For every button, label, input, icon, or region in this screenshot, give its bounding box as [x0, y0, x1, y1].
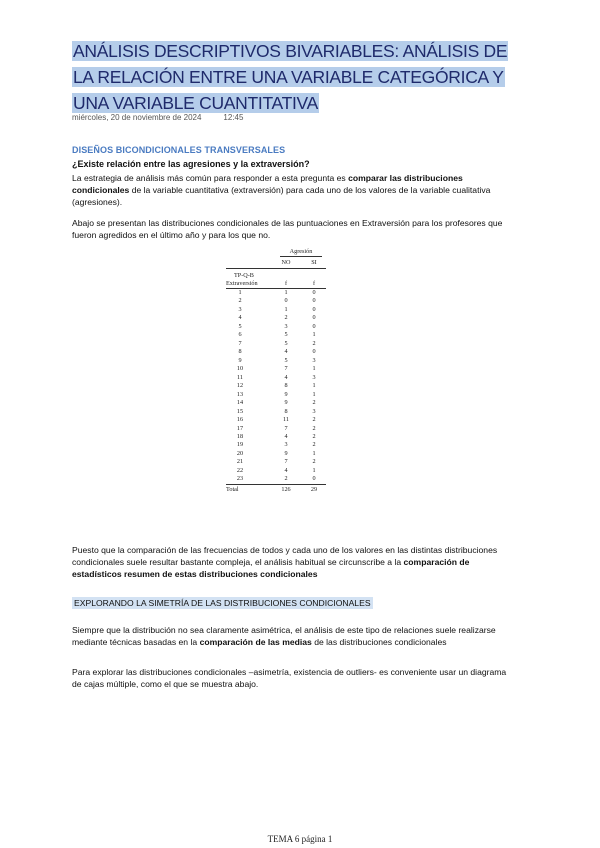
- table-col-si: SI: [311, 259, 317, 266]
- table-cell-si: 2: [312, 339, 316, 347]
- table-cell-no: 1: [284, 305, 288, 313]
- table-row: [226, 399, 326, 407]
- table-cell-no: 4: [284, 348, 288, 356]
- table-cell-score: 15: [236, 407, 244, 415]
- table-cell-score: 11: [237, 373, 243, 381]
- page-title-text: ANÁLISIS DESCRIPTIVOS BIVARIABLES: ANÁLISIS DE LA RELACIÓN ENTRE UNA VARIABLE CATEGÓRICA Y UNA VARIABLE CUANTITATIVA: [73, 41, 508, 113]
- table-cell-no: 7: [284, 424, 288, 432]
- frequency-table: [226, 248, 326, 494]
- table-cell-no: 7: [284, 458, 288, 466]
- table-cell-no: 5: [284, 331, 288, 339]
- paragraph-means-a: Siempre que la distribución no sea claramente asimétrica, el análisis de este tipo de relaciones suele realizarse mediante técnicas basadas en la: [72, 625, 496, 648]
- table-cell-si: 1: [312, 449, 316, 457]
- paragraph-means-c: de las distribuciones condicionales: [311, 637, 447, 648]
- table-cell-no: 7: [284, 365, 288, 373]
- table-cell-no: 9: [284, 390, 288, 398]
- table-row: [226, 458, 326, 466]
- table-row: [226, 357, 326, 365]
- paragraph-strategy: [72, 172, 512, 209]
- table-cell-no: 8: [284, 407, 288, 415]
- table-cell-score: 8: [238, 348, 242, 356]
- paragraph-comparison-a: Puesto que la comparación de las frecuencias de todos y cada uno de los valores en las distintas distribuciones condicionales suele resultar bastante compleja, el análisis habitual se circunscribe a la: [72, 545, 498, 568]
- table-row: [226, 374, 326, 382]
- date-text: miércoles, 20 de noviembre de 2024: [72, 113, 202, 122]
- page-footer: TEMA 6 página 1: [267, 834, 333, 844]
- table-cell-si: 2: [312, 441, 316, 449]
- table-row: [226, 289, 326, 297]
- table-row: [226, 391, 326, 399]
- table-cell-score: 7: [238, 339, 242, 347]
- table-row: [226, 416, 326, 424]
- table-col-no: NO: [281, 259, 291, 266]
- table-cell-score: 21: [236, 458, 244, 466]
- table-cell-no: 3: [284, 322, 288, 330]
- table-cell-no: 5: [284, 356, 288, 364]
- table-cell-score: 23: [236, 475, 244, 483]
- paragraph-strategy-c: de la variable cuantitativa (extraversión) para cada uno de los valores de la variable cualitativa (agresiones).: [72, 185, 491, 208]
- table-cell-si: 1: [312, 382, 316, 390]
- table-cell-no: 4: [284, 432, 288, 440]
- table-row: [226, 306, 326, 314]
- section-heading-symmetry: EXPLORANDO LA SIMETRÍA DE LAS DISTRIBUCIONES CONDICIONALES: [74, 598, 371, 608]
- table-row: [226, 433, 326, 441]
- table-row: [226, 475, 326, 483]
- table-cell-score: 18: [236, 432, 244, 440]
- table-cell-no: 4: [284, 373, 288, 381]
- table-cell-score: 16: [236, 416, 244, 424]
- section-heading-designs: DISEÑOS BICONDICIONALES TRANSVERSALES: [72, 145, 286, 155]
- table-row: [226, 425, 326, 433]
- table-cell-si: 0: [312, 322, 316, 330]
- table-cell-si: 3: [312, 356, 316, 364]
- table-group-header: Agresión: [280, 248, 322, 257]
- table-row: [226, 382, 326, 390]
- timestamp: [72, 113, 243, 122]
- table-cell-no: 4: [284, 466, 288, 474]
- table-row: [226, 441, 326, 449]
- table-divider: [226, 268, 326, 269]
- table-cell-score: 9: [238, 356, 242, 364]
- table-cell-si: 2: [312, 458, 316, 466]
- table-row: [226, 323, 326, 331]
- table-cell-si: 0: [312, 305, 316, 313]
- page-title: [72, 38, 512, 116]
- table-cell-score: 10: [236, 365, 244, 373]
- table-cell-score: 14: [236, 399, 244, 407]
- table-total-no: 126: [281, 485, 291, 493]
- table-row: [226, 340, 326, 348]
- table-cell-no: 2: [284, 475, 288, 483]
- table-cell-si: 2: [312, 399, 316, 407]
- table-cell-no: 5: [284, 339, 288, 347]
- table-row: [226, 467, 326, 475]
- table-row: [226, 348, 326, 356]
- table-row: [226, 331, 326, 339]
- table-cell-si: 0: [312, 314, 316, 322]
- table-cell-no: 11: [283, 416, 289, 424]
- table-row: [226, 450, 326, 458]
- table-cell-score: 17: [236, 424, 244, 432]
- table-total-label: Total: [226, 485, 239, 493]
- paragraph-strategy-a: La estrategia de análisis más común para responder a esta pregunta es: [72, 173, 349, 183]
- table-cell-si: 1: [312, 331, 316, 339]
- table-total-si: 29: [310, 485, 318, 493]
- table-cell-si: 1: [312, 466, 316, 474]
- paragraph-comparison: [72, 544, 512, 581]
- table-cell-score: 3: [238, 305, 242, 313]
- table-cell-score: 20: [236, 449, 244, 457]
- table-cell-si: 2: [312, 432, 316, 440]
- table-cell-score: 1: [238, 289, 242, 296]
- table-cell-no: 1: [284, 289, 288, 296]
- table-row: [226, 365, 326, 373]
- table-freq-no: f: [284, 280, 288, 287]
- table-row: [226, 297, 326, 305]
- table-cell-no: 9: [284, 399, 288, 407]
- paragraph-means-bold: comparación de las medias: [199, 637, 312, 648]
- table-cell-no: 3: [284, 441, 288, 449]
- time-text: 12:45: [223, 113, 244, 122]
- table-cell-no: 9: [284, 449, 288, 457]
- table-body: [226, 289, 326, 484]
- table-cell-score: 2: [238, 297, 242, 305]
- table-row: [226, 408, 326, 416]
- table-cell-si: 3: [312, 373, 316, 381]
- table-cell-score: 13: [236, 390, 244, 398]
- table-cell-si: 1: [312, 390, 316, 398]
- table-cell-si: 0: [312, 475, 316, 483]
- table-subheader: [226, 272, 326, 289]
- table-cell-si: 0: [312, 289, 316, 296]
- table-cell-si: 0: [312, 348, 316, 356]
- table-cell-si: 1: [312, 365, 316, 373]
- table-row: [226, 314, 326, 322]
- table-cell-no: 8: [284, 382, 288, 390]
- table-cell-si: 2: [312, 424, 316, 432]
- table-cell-si: 0: [312, 297, 316, 305]
- table-cell-no: 0: [284, 297, 288, 305]
- table-cell-score: 12: [236, 382, 244, 390]
- paragraph-comparison-bold: comparación de estadísticos resumen de estas distribuciones condicionales: [72, 557, 470, 580]
- table-cell-score: 22: [236, 466, 244, 474]
- table-freq-si: f: [312, 280, 316, 287]
- table-cell-score: 5: [238, 322, 242, 330]
- table-cell-si: 3: [312, 407, 316, 415]
- paragraph-means: [72, 624, 512, 648]
- table-row-label-1: TP-Q-B: [234, 272, 254, 279]
- table-cell-score: 19: [236, 441, 244, 449]
- table-cell-score: 4: [238, 314, 242, 322]
- paragraph-intro-table: Abajo se presentan las distribuciones condicionales de las puntuaciones en Extraversión para los profesores que fueron agredidos en el último año y para los que no.: [72, 218, 503, 241]
- paragraph-strategy-bold: comparar las distribuciones condicionales: [72, 173, 463, 196]
- table-cell-no: 2: [284, 314, 288, 322]
- table-cell-score: 6: [238, 331, 242, 339]
- table-row-label-2: Extraversión: [226, 280, 258, 287]
- table-cell-si: 2: [312, 416, 316, 424]
- question-text: ¿Existe relación entre las agresiones y la extraversión?: [72, 159, 310, 169]
- table-total-row: [226, 485, 326, 494]
- table-header: [226, 248, 326, 272]
- paragraph-boxplot: Para explorar las distribuciones condicionales –asimetría, existencia de outliers- es conveniente usar un diagrama de cajas múltiple, como el que se muestra abajo.: [72, 667, 507, 690]
